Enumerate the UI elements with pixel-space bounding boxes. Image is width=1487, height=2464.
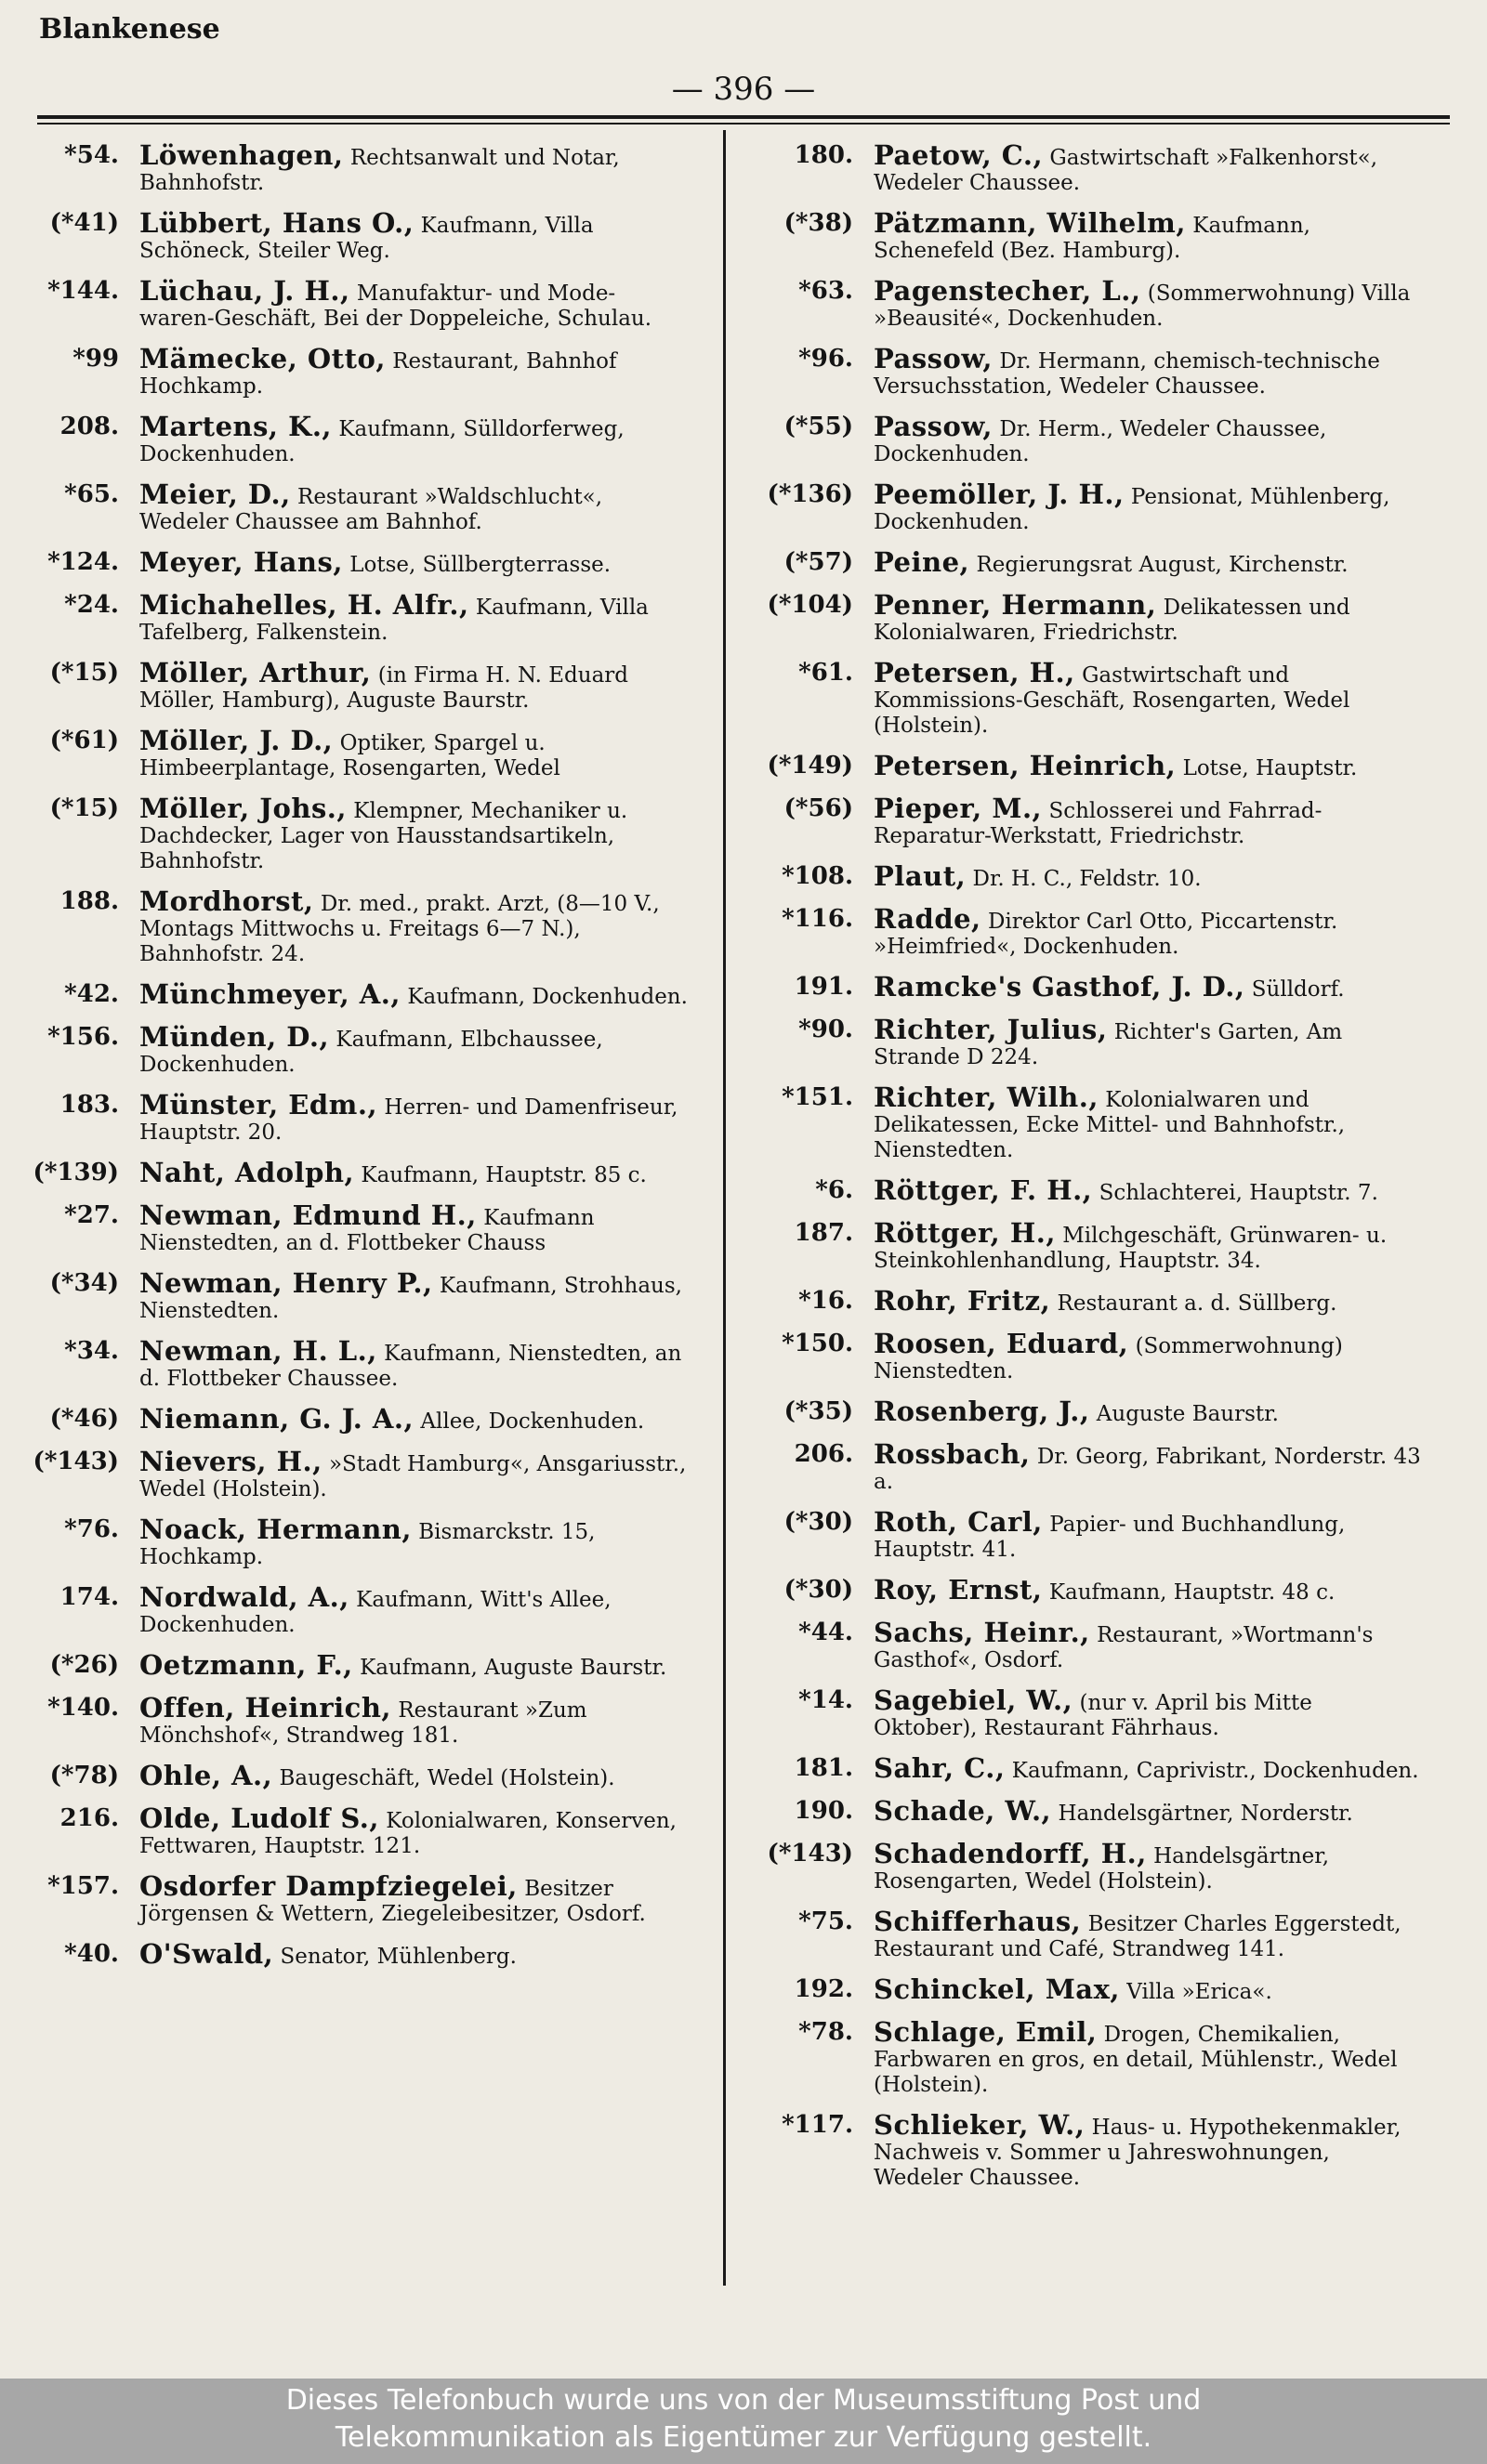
phone-number: *144. [47,277,119,305]
subscriber-name: Newman, Edmund H., [139,1199,477,1231]
subscriber-details: Gastwirtschaft »Falkenhorst«, Wedeler Chaussee. [874,146,1378,195]
phone-number: (*34) [49,1269,119,1297]
footer-line-1: Dieses Telefonbuch wurde uns von der Museumsstiftung Post und [285,2384,1202,2417]
phone-number: (*56) [783,794,853,822]
subscriber-details: (in Firma H. N. Eduard Möller, Hamburg), Auguste Baurstr. [139,663,629,713]
subscriber-details: (Sommerwohnung) Nienstedten. [874,1334,1343,1383]
subscriber-name: Petersen, H., [874,657,1075,688]
subscriber-name: Niemann, G. J. A., [139,1403,415,1435]
directory-entry [734,139,1422,196]
phone-number: *27. [64,1201,119,1229]
phone-number: 192. [794,1975,853,2003]
phone-number: *6. [815,1176,853,1204]
subscriber-details: Baugeschäft, Wedel (Holstein). [279,1766,615,1790]
subscriber-details: Handelsgärtner, Norderstr. [1058,1802,1353,1826]
phone-number: *108. [782,862,853,890]
directory-entry [734,1906,1422,1962]
directory-entry [0,207,688,264]
subscriber-name: Lübbert, Hans O., [139,207,415,239]
subscriber-details: Restaurant, Bahnhof Hochkamp. [139,349,617,399]
subscriber-name: Peemöller, J. H., [874,478,1125,510]
subscriber-name: Schlage, Emil, [874,2016,1098,2048]
subscriber-name: Münster, Edm., [139,1089,378,1121]
directory-entry [0,978,688,1010]
subscriber-details: Kaufmann, Auguste Baurstr. [360,1656,667,1680]
subscriber-details: Gastwirtschaft und Kommissions-Geschäft, Rosengarten, Wedel (Holstein). [874,663,1350,738]
phone-number: 191. [794,973,853,1001]
subscriber-name: Sachs, Heinr., [874,1617,1090,1648]
subscriber-details: Kolonialwaren, Konserven, Fettwaren, Hauptstr. 121. [139,1809,677,1858]
subscriber-name: Naht, Adolph, [139,1157,355,1188]
phone-number: *24. [64,591,119,619]
left-column [0,139,688,1981]
subscriber-name: Roth, Carl, [874,1506,1043,1538]
subscriber-details: Kaufmann, Schenefeld (Bez. Hamburg). [874,214,1310,263]
place-heading: Blankenese [39,13,220,46]
subscriber-details: Bismarckstr. 15, Hochkamp. [139,1520,596,1569]
subscriber-details: Restaurant a. d. Süllberg. [1057,1291,1337,1316]
subscriber-name: Osdorfer Dampfziegelei, [139,1870,518,1902]
phone-number: *61. [798,659,853,687]
directory-entry [734,1217,1422,1274]
directory-entry [734,207,1422,264]
directory-entry [0,1692,688,1749]
subscriber-name: Peine, [874,546,970,578]
subscriber-details: Dr. Herm., Wedeler Chaussee, Dockenhuden. [874,417,1327,466]
subscriber-details: Dr. H. C., Feldstr. 10. [972,867,1202,891]
directory-entry [734,1684,1422,1741]
directory-entry [0,1403,688,1435]
phone-number: *16. [798,1287,853,1315]
directory-entry [0,1267,688,1324]
phone-number: *140. [47,1694,119,1722]
directory-entry [0,793,688,874]
subscriber-name: O'Swald, [139,1938,274,1970]
subscriber-name: Schlieker, W., [874,2109,1086,2141]
subscriber-name: Olde, Ludolf S., [139,1802,379,1834]
subscriber-name: Richter, Wilh., [874,1081,1099,1113]
subscriber-details: Kaufmann, Strohhaus, Nienstedten. [139,1274,682,1323]
phone-number: (*104) [767,591,853,619]
directory-entry [734,793,1422,849]
subscriber-details: Dr. med., prakt. Arzt, (8—10 V., Montags Mittwochs u. Freitags 6—7 N.), Bahnhofstr. 24. [139,892,660,966]
phone-number: *156. [47,1023,119,1051]
directory-entry [734,1174,1422,1206]
phone-number: *124. [47,548,119,576]
subscriber-details: Auguste Baurstr. [1096,1402,1279,1426]
directory-entry [0,1157,688,1188]
phone-number: 174. [59,1583,119,1611]
phone-number: (*149) [767,752,853,780]
directory-entry [0,1335,688,1392]
directory-entry [734,1506,1422,1563]
phone-number: *117. [782,2111,853,2139]
phone-number: *96. [798,345,853,373]
page-number: — 396 — [671,71,816,108]
subscriber-details: Kaufmann, Witt's Allee, Dockenhuden. [139,1588,612,1637]
subscriber-details: Lotse, Süllbergterrasse. [349,553,612,577]
directory-entry [0,885,688,967]
subscriber-name: Löwenhagen, [139,139,344,171]
subscriber-details: Kaufmann, Dockenhuden. [407,985,688,1009]
directory-entry [734,1328,1422,1384]
directory-entry [734,1838,1422,1894]
phone-number: (*15) [49,659,119,687]
subscriber-details: Kaufmann, Caprivistr., Dockenhuden. [1011,1759,1419,1783]
directory-entry [0,1089,688,1146]
subscriber-name: Sahr, C., [874,1752,1006,1784]
subscriber-name: Martens, K., [139,411,333,442]
phone-number: (*136) [767,480,853,508]
directory-entry [734,1752,1422,1784]
subscriber-details: »Stadt Hamburg«, Ansgariusstr., Wedel (Holstein). [139,1452,687,1501]
subscriber-name: Newman, H. L., [139,1335,377,1367]
subscriber-name: Möller, Johs., [139,793,347,824]
phone-number: 180. [794,141,853,169]
subscriber-details: Lotse, Hauptstr. [1182,756,1358,780]
subscriber-details: Pensionat, Mühlenberg, Dockenhuden. [874,485,1390,534]
subscriber-name: Passow, [874,343,994,374]
directory-entry [734,589,1422,646]
phone-number: *44. [798,1619,853,1646]
subscriber-name: Mämecke, Otto, [139,343,386,374]
subscriber-name: Newman, Henry P., [139,1267,433,1299]
phone-number: *42. [64,980,119,1008]
directory-entry [0,1581,688,1638]
phone-number: 206. [794,1440,853,1468]
phone-number: *150. [782,1330,853,1357]
subscriber-details: Handelsgärtner, Rosengarten, Wedel (Holstein). [874,1844,1330,1894]
subscriber-details: Regierungsrat August, Kirchenstr. [976,553,1349,577]
phone-number: 190. [794,1797,853,1825]
subscriber-details: Milchgeschäft, Grünwaren- u. Steinkohlenhandlung, Hauptstr. 34. [874,1224,1388,1273]
directory-entry [0,1199,688,1256]
phone-number: (*35) [783,1397,853,1425]
header-rule-thick [37,115,1450,119]
subscriber-name: Offen, Heinrich, [139,1692,392,1723]
directory-entry [734,2109,1422,2191]
directory-entry [734,546,1422,578]
subscriber-name: Pieper, M., [874,793,1043,824]
subscriber-details: Restaurant »Zum Mönchshof«, Strandweg 181. [139,1698,587,1748]
subscriber-name: Nievers, H., [139,1446,322,1477]
subscriber-name: Rosenberg, J., [874,1396,1090,1427]
phone-number: *116. [782,905,853,933]
directory-entry [734,1396,1422,1427]
subscriber-name: Pagenstecher, L., [874,275,1141,307]
phone-number: *14. [798,1686,853,1714]
subscriber-name: Schadendorff, H., [874,1838,1147,1869]
subscriber-details: Sülldorf. [1251,977,1345,1002]
directory-entry [0,1514,688,1570]
phone-number: (*26) [49,1651,119,1679]
subscriber-name: Penner, Hermann, [874,589,1157,621]
subscriber-name: Meyer, Hans, [139,546,343,578]
phone-number: (*38) [783,209,853,237]
phone-number: (*55) [783,413,853,440]
phone-number: (*57) [783,548,853,576]
directory-entry [734,1285,1422,1317]
subscriber-name: Richter, Julius, [874,1014,1108,1045]
directory-entry [0,1938,688,1970]
subscriber-details: Herren- und Damenfriseur, Hauptstr. 20. [139,1095,678,1145]
phone-number: (*15) [49,794,119,822]
phone-number: (*30) [783,1508,853,1536]
subscriber-details: Kaufmann, Hauptstr. 48 c. [1048,1580,1336,1605]
phone-number: 188. [59,887,119,915]
subscriber-details: Papier- und Buchhandlung, Hauptstr. 41. [874,1513,1346,1562]
subscriber-name: Passow, [874,411,994,442]
subscriber-details: Schlosserei und Fahrrad-Reparatur-Werkstatt, Friedrichstr. [874,799,1323,848]
directory-entry [734,1973,1422,2005]
subscriber-details: Drogen, Chemikalien, Farbwaren en gros, en detail, Mühlenstr., Wedel (Holstein). [874,2023,1398,2097]
phone-number: *99 [72,345,119,373]
subscriber-details: Kaufmann, Sülldorferweg, Dockenhuden. [139,417,625,466]
phone-number: *157. [47,1872,119,1900]
directory-entry [0,725,688,781]
footer-notice [0,2379,1487,2464]
subscriber-details: Restaurant »Waldschlucht«, Wedeler Chaussee am Bahnhof. [139,485,603,534]
directory-entry [734,860,1422,892]
subscriber-name: Rossbach, [874,1438,1031,1470]
subscriber-details: Kaufmann, Villa Tafelberg, Falkenstein. [139,596,649,645]
subscriber-details: Kaufmann, Nienstedten, an d. Flottbeker Chaussee. [139,1342,682,1391]
directory-entry [734,750,1422,781]
phone-number: (*143) [767,1840,853,1868]
subscriber-details: Kaufmann, Villa Schöneck, Steiler Weg. [139,214,594,263]
directory-entry [0,1649,688,1681]
subscriber-details: Allee, Dockenhuden. [420,1409,645,1434]
phone-number: *54. [64,141,119,169]
subscriber-name: Paetow, C., [874,139,1044,171]
subscriber-name: Möller, J. D., [139,725,334,756]
directory-entry [734,903,1422,960]
phone-number: *34. [64,1337,119,1365]
column-divider [723,130,726,2286]
phone-number: *40. [64,1940,119,1968]
directory-entry [0,343,688,400]
phone-number: (*139) [33,1159,119,1186]
subscriber-name: Nordwald, A., [139,1581,349,1613]
directory-entry [0,139,688,196]
directory-entry [734,1438,1422,1495]
directory-entry [734,1014,1422,1070]
subscriber-details: Kaufmann Nienstedten, an d. Flottbeker Chauss [139,1206,595,1255]
subscriber-name: Michahelles, H. Alfr., [139,589,469,621]
subscriber-details: Besitzer Charles Eggerstedt, Restaurant und Café, Strandweg 141. [874,1912,1401,1961]
directory-entry [0,411,688,467]
directory-entry [734,411,1422,467]
subscriber-name: Münden, D., [139,1021,330,1053]
subscriber-details: Direktor Carl Otto, Piccartenstr. »Heimfried«, Dockenhuden. [874,910,1338,959]
subscriber-name: Plaut, [874,860,967,892]
footer-line-2: Telekommunikation als Eigentümer zur Verfügung gestellt. [335,2421,1152,2454]
subscriber-name: Münchmeyer, A., [139,978,401,1010]
subscriber-name: Schade, W., [874,1795,1052,1827]
subscriber-name: Schinckel, Max, [874,1973,1120,2005]
directory-entry [0,589,688,646]
subscriber-name: Röttger, H., [874,1217,1056,1249]
subscriber-name: Meier, D., [139,478,291,510]
subscriber-details: Villa »Erica«. [1126,1980,1272,2004]
subscriber-details: Dr. Georg, Fabrikant, Norderstr. 43 a. [874,1445,1421,1494]
subscriber-name: Mordhorst, [139,885,314,917]
directory-entry [0,275,688,332]
directory-entry [734,1574,1422,1606]
phone-number: 183. [59,1091,119,1119]
phone-number: (*30) [783,1576,853,1604]
subscriber-details: Kolonialwaren und Delikatessen, Ecke Mittel- und Bahnhofstr., Nienstedten. [874,1088,1346,1162]
directory-entry [734,275,1422,332]
phone-number: *78. [798,2018,853,2046]
phone-number: *63. [798,277,853,305]
phone-number: 208. [59,413,119,440]
directory-entry [734,478,1422,535]
subscriber-name: Petersen, Heinrich, [874,750,1177,781]
subscriber-name: Schifferhaus, [874,1906,1082,1937]
subscriber-details: Besitzer Jörgensen & Wettern, Ziegeleibesitzer, Osdorf. [139,1877,646,1926]
directory-entry [734,2016,1422,2098]
subscriber-details: (Sommerwohnung) Villa »Beausité«, Dockenhuden. [874,282,1411,331]
phone-number: *76. [64,1515,119,1543]
subscriber-details: Richter's Garten, Am Strande D 224. [874,1020,1343,1069]
subscriber-details: Senator, Mühlenberg. [280,1945,517,1969]
phone-number: 181. [794,1754,853,1782]
directory-entry [734,657,1422,739]
directory-entry [734,1795,1422,1827]
phone-number: 187. [794,1219,853,1247]
subscriber-name: Oetzmann, F., [139,1649,353,1681]
subscriber-name: Roosen, Eduard, [874,1328,1129,1359]
phone-number: (*143) [33,1448,119,1475]
right-column [734,139,1422,2202]
subscriber-details: Dr. Hermann, chemisch-technische Versuchsstation, Wedeler Chaussee. [874,349,1380,399]
subscriber-details: Restaurant, »Wortmann's Gasthof«, Osdorf. [874,1623,1374,1672]
phone-number: *65. [64,480,119,508]
directory-entry [734,343,1422,400]
subscriber-name: Lüchau, J. H., [139,275,350,307]
subscriber-name: Radde, [874,903,981,935]
subscriber-name: Roy, Ernst, [874,1574,1043,1606]
subscriber-name: Noack, Hermann, [139,1514,412,1545]
subscriber-name: Ramcke's Gasthof, J. D., [874,971,1245,1003]
directory-entry [0,546,688,578]
subscriber-name: Ohle, A., [139,1760,273,1791]
subscriber-name: Sagebiel, W., [874,1684,1073,1716]
directory-entry [0,1446,688,1502]
directory-entry [734,971,1422,1003]
subscriber-details: Manufaktur- und Mode-waren-Geschäft, Bei der Doppeleiche, Schulau. [139,282,652,331]
phone-number: *151. [782,1083,853,1111]
phone-number: 216. [59,1804,119,1832]
header-rule-thin [37,123,1450,125]
subscriber-name: Röttger, F. H., [874,1174,1093,1206]
directory-entry [734,1617,1422,1673]
subscriber-details: Kaufmann, Hauptstr. 85 c. [361,1163,647,1187]
directory-entry [0,1760,688,1791]
directory-entry [0,657,688,714]
subscriber-details: Haus- u. Hypothekenmakler, Nachweis v. Sommer u Jahreswohnungen, Wedeler Chaussee. [874,2116,1401,2190]
directory-entry [0,1870,688,1927]
subscriber-name: Rohr, Fritz, [874,1285,1051,1317]
subscriber-details: Kaufmann, Elbchaussee, Dockenhuden. [139,1028,603,1077]
directory-entry [0,1802,688,1859]
phone-number: *90. [798,1016,853,1043]
subscriber-name: Pätzmann, Wilhelm, [874,207,1186,239]
phone-number: (*41) [49,209,119,237]
subscriber-details: (nur v. April bis Mitte Oktober), Restaurant Fährhaus. [874,1691,1312,1740]
subscriber-details: Delikatessen und Kolonialwaren, Friedrichstr. [874,596,1350,645]
phone-number: (*46) [49,1405,119,1433]
phone-number: (*78) [49,1762,119,1789]
directory-entry [0,478,688,535]
directory-entry [0,1021,688,1078]
subscriber-details: Klempner, Mechaniker u. Dachdecker, Lager von Hausstandsartikeln, Bahnhofstr. [139,799,628,873]
phone-number: (*61) [49,727,119,754]
subscriber-details: Rechtsanwalt und Notar, Bahnhofstr. [139,146,620,195]
directory-entry [734,1081,1422,1163]
phone-number: *75. [798,1907,853,1935]
subscriber-details: Schlachterei, Hauptstr. 7. [1099,1181,1378,1205]
subscriber-name: Möller, Arthur, [139,657,372,688]
subscriber-details: Optiker, Spargel u. Himbeerplantage, Rosengarten, Wedel [139,731,560,780]
